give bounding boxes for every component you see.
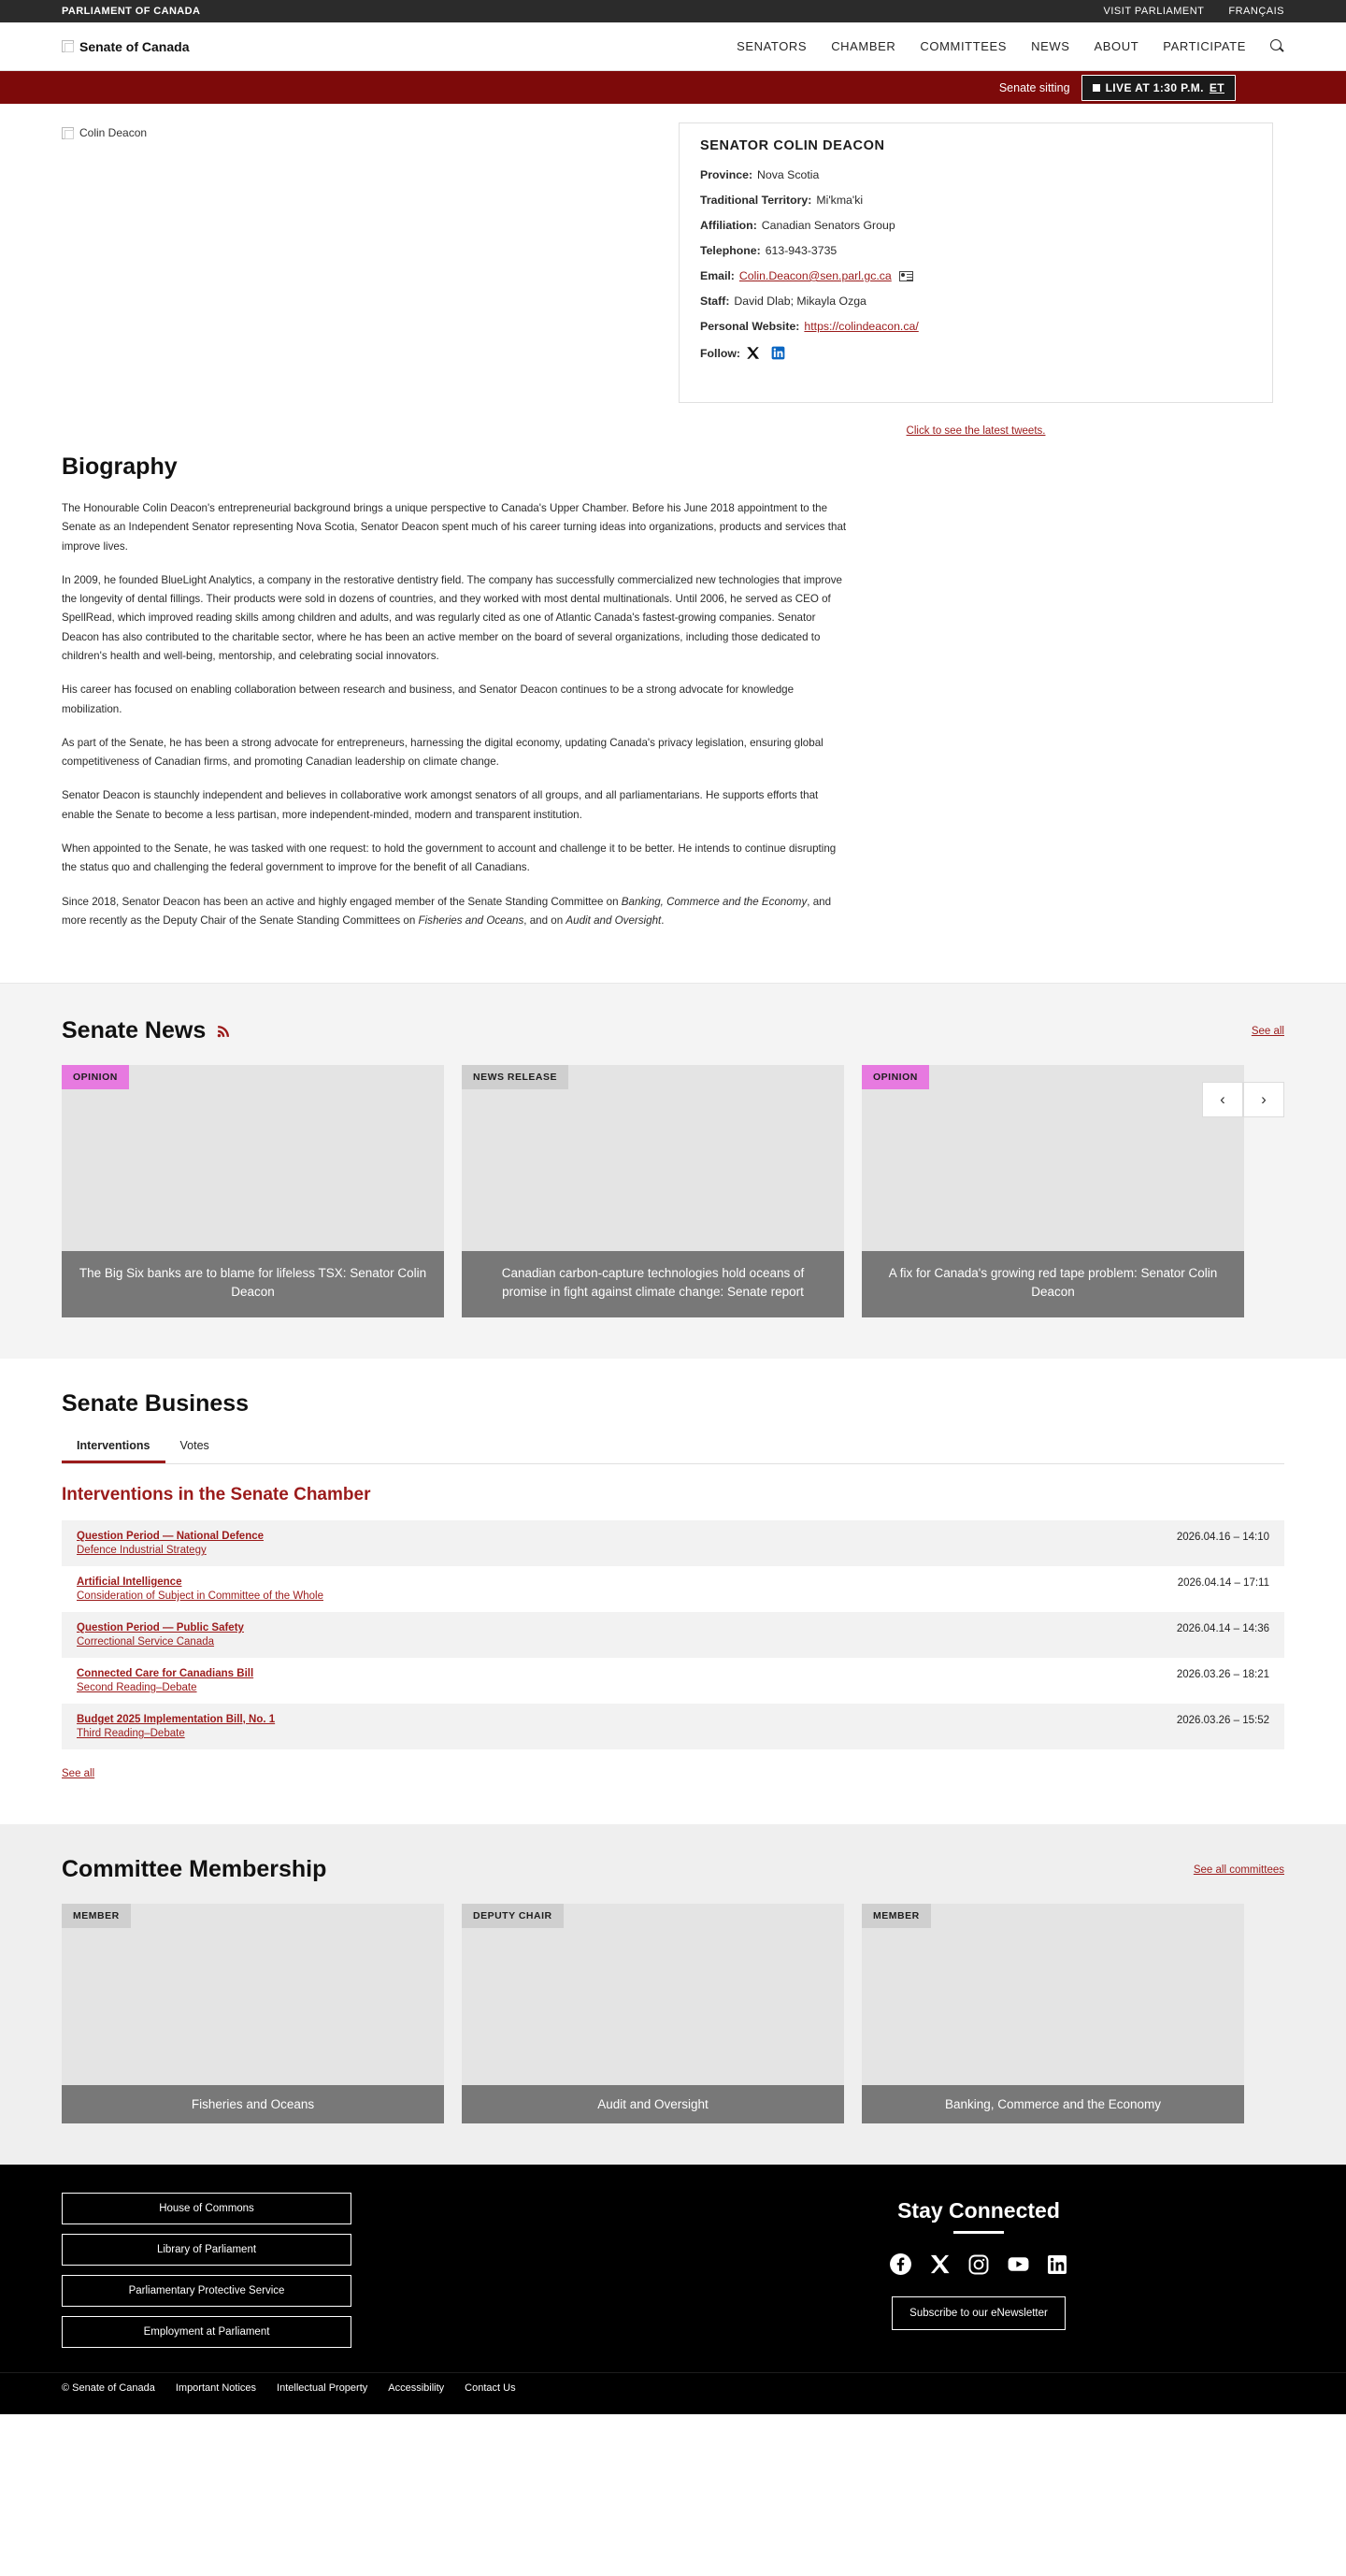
footer-link-employment[interactable]: Employment at Parliament — [62, 2316, 351, 2348]
table-row[interactable] — [62, 1658, 1284, 1704]
value-territory: Mi'kma'ki — [816, 194, 864, 207]
table-row[interactable] — [62, 1520, 1284, 1566]
info-row-affiliation — [700, 219, 1252, 232]
biography-paragraph: As part of the Senate, he has been a strong advocate for entrepreneurs, harnessing the digital economy, updating Canada's privacy legislation, ensuring global competitiveness of Canadian firms, and promoting Canadian leadership on climate change. — [62, 736, 823, 769]
intervention-subtitle[interactable]: Second Reading–Debate — [77, 1682, 197, 1694]
senator-profile — [0, 104, 1346, 403]
rss-icon[interactable] — [215, 1022, 233, 1040]
label-province: Province: — [700, 168, 753, 181]
linkedin-icon[interactable] — [770, 345, 786, 361]
nav-item-senators[interactable]: SENATORS — [737, 39, 808, 53]
intervention-title[interactable]: Question Period — National Defence — [77, 1531, 265, 1543]
value-staff: David Dlab; Mikayla Ozga — [734, 295, 866, 308]
news-card[interactable] — [462, 1065, 844, 1317]
visit-parliament-link[interactable]: VISIT PARLIAMENT — [1103, 6, 1205, 17]
intervention-date: 2026.04.14 – 17:11 — [1177, 1577, 1269, 1590]
sitting-banner — [0, 71, 1346, 104]
biography-paragraph: His career has focused on enabling collaboration between research and business, and Senator Deacon continues to be a strong advocate for knowledge mobilization. — [62, 684, 795, 715]
language-toggle-link[interactable]: FRANÇAIS — [1228, 6, 1284, 17]
subscribe-newsletter-button[interactable]: Subscribe to our eNewsletter — [892, 2296, 1066, 2330]
biography-paragraph: Senator Deacon is staunchly independent and believes in collaborative work amongst senators of all groups, and all parliamentarians. He supports efforts that enable the Senate to become a less partisan, more independent-minded, modern and transparent institution. — [62, 789, 819, 821]
latest-tweets-link[interactable]: Click to see the latest tweets. — [906, 425, 1046, 437]
text-fragment: , and more recently as the Deputy Chair of the Senate Standing Committees on — [62, 895, 832, 927]
intervention-title[interactable]: Connected Care for Canadians Bill — [77, 1668, 254, 1680]
committee-heading: Committee Membership — [62, 1856, 327, 1883]
intervention-subtitle[interactable]: Correctional Service Canada — [77, 1636, 215, 1648]
committee-see-all-link[interactable]: See all committees — [1193, 1864, 1284, 1876]
committee-card-thumbnail — [62, 1904, 444, 2085]
info-row-follow — [700, 345, 1252, 361]
text-fragment: . — [661, 914, 665, 927]
senate-business-section — [0, 1359, 1346, 1824]
senator-photo-alt: Colin Deacon — [79, 126, 148, 139]
committee-cards — [62, 1904, 1284, 2123]
live-indicator-icon — [1093, 84, 1100, 92]
senate-news-heading: Senate News — [62, 1017, 207, 1044]
stay-connected-column — [673, 2193, 1284, 2357]
instagram-icon[interactable] — [967, 2252, 991, 2276]
latest-tweets-row — [679, 403, 1273, 437]
value-telephone: 613-943-3735 — [765, 244, 838, 257]
table-row[interactable] — [62, 1704, 1284, 1749]
biography-heading: Biography — [62, 453, 178, 480]
vcard-icon[interactable] — [899, 271, 913, 281]
nav-item-about[interactable]: ABOUT — [1094, 39, 1139, 53]
divider — [953, 2231, 1004, 2234]
news-card-tag: OPINION — [62, 1065, 129, 1089]
broken-image-icon — [62, 40, 74, 52]
senate-business-heading: Senate Business — [62, 1390, 250, 1418]
nav-item-participate[interactable]: PARTICIPATE — [1163, 39, 1246, 53]
news-card-tag: NEWS RELEASE — [462, 1065, 568, 1089]
committee-card[interactable] — [462, 1904, 844, 2123]
business-see-all-link[interactable]: See all — [62, 1768, 95, 1780]
footer-link-protective-service[interactable]: Parliamentary Protective Service — [62, 2275, 351, 2307]
site-header — [0, 22, 1346, 71]
label-territory: Traditional Territory: — [700, 194, 812, 207]
facebook-icon[interactable] — [889, 2252, 912, 2276]
footer-link-accessibility[interactable]: Accessibility — [388, 2382, 445, 2395]
biography-paragraph: When appointed to the Senate, he was tasked with one request: to hold the government to account and challenge it to be better. He intends to continue disrupting the status quo and challenging the federal government to improve for the benefit of all Canadians. — [62, 842, 837, 874]
committee-name-fisheries: Fisheries and Oceans — [418, 914, 524, 927]
nav-item-chamber[interactable]: CHAMBER — [831, 39, 896, 53]
youtube-icon[interactable] — [1007, 2252, 1030, 2276]
footer-link-intellectual-property[interactable]: Intellectual Property — [277, 2382, 368, 2395]
news-card-tag: OPINION — [862, 1065, 929, 1089]
senate-news-section — [0, 983, 1346, 1359]
sitting-label: Senate sitting — [998, 80, 1070, 94]
stay-connected-heading: Stay Connected — [897, 2198, 1060, 2223]
interventions-list — [62, 1520, 1284, 1749]
committee-card-name: Banking, Commerce and the Economy — [862, 2085, 1244, 2123]
info-row-email — [700, 269, 1252, 282]
business-tabs — [62, 1432, 1284, 1464]
email-link[interactable]: Colin.Deacon@sen.parl.gc.ca — [738, 269, 892, 282]
committee-membership-section — [0, 1824, 1346, 2165]
parliament-label: PARLIAMENT OF CANADA — [62, 6, 201, 17]
label-website: Personal Website: — [700, 320, 800, 333]
tab-votes[interactable]: Votes — [179, 1439, 209, 1453]
biography-section — [0, 437, 1346, 983]
committee-card-thumbnail — [462, 1904, 844, 2085]
committee-card[interactable] — [62, 1904, 444, 2123]
news-card-title: The Big Six banks are to blame for lifeless TSX: Senator Colin Deacon — [62, 1251, 444, 1317]
tab-interventions[interactable]: Interventions — [62, 1432, 165, 1463]
news-card-thumbnail — [62, 1065, 444, 1251]
live-timezone-label: ET — [1209, 80, 1224, 94]
intervention-date: 2026.03.26 – 15:52 — [1176, 1715, 1269, 1727]
news-card-thumbnail — [462, 1065, 844, 1251]
table-row[interactable] — [62, 1612, 1284, 1658]
intervention-date: 2026.03.26 – 18:21 — [1176, 1669, 1269, 1681]
news-card-title: Canadian carbon-capture technologies hold oceans of promise in fight against climate change: Senate report — [462, 1251, 844, 1317]
senator-photo — [62, 126, 147, 139]
committee-role-tag: MEMBER — [862, 1904, 931, 1928]
x-icon[interactable] — [745, 345, 761, 361]
live-stream-button[interactable] — [1081, 75, 1236, 101]
intervention-date: 2026.04.14 – 14:36 — [1176, 1623, 1269, 1635]
site-logo-label: Senate of Canada — [79, 38, 190, 54]
nav-item-committees[interactable]: COMMITTEES — [920, 39, 1008, 53]
personal-website-link[interactable]: https://colindeacon.ca/ — [804, 320, 919, 333]
info-row-website — [700, 320, 1252, 333]
biography-paragraph-committees — [62, 893, 852, 931]
committee-name-banking: Banking, Commerce and the Economy — [621, 895, 808, 908]
committee-name-audit: Audit and Oversight — [566, 914, 662, 927]
info-row-territory — [700, 194, 1252, 207]
intervention-subtitle[interactable]: Consideration of Subject in Committee of the Whole — [77, 1590, 323, 1603]
biography-paragraph: The Honourable Colin Deacon's entrepreneurial background brings a unique perspective to Canada's Upper Chamber. Before his June 2018 appointment to the Senate as an Independent Senator representing Nova Scotia, Senator Deacon spent much of his career turning ideas into organizations, products and services that improve lives. — [62, 502, 847, 553]
site-footer — [0, 2165, 1346, 2372]
news-card-title: A fix for Canada's growing red tape problem: Senator Colin Deacon — [862, 1251, 1244, 1317]
news-card[interactable] — [62, 1065, 444, 1317]
footer-links-column — [62, 2193, 673, 2357]
table-row[interactable] — [62, 1566, 1284, 1612]
footer-link-contact-us[interactable]: Contact Us — [465, 2382, 516, 2395]
footer-socials — [889, 2252, 1069, 2276]
footer-link-library-of-parliament[interactable]: Library of Parliament — [62, 2234, 351, 2266]
label-email: Email: — [700, 269, 735, 282]
intervention-date: 2026.04.16 – 14:10 — [1176, 1532, 1269, 1544]
info-row-province — [700, 168, 1252, 181]
nav-item-news[interactable]: NEWS — [1031, 39, 1070, 53]
news-card[interactable] — [862, 1065, 1244, 1317]
info-row-staff — [700, 295, 1252, 308]
news-carousel — [62, 1065, 1284, 1317]
senator-photo-column — [62, 122, 679, 403]
intervention-title[interactable]: Question Period — Public Safety — [77, 1622, 244, 1634]
label-follow: Follow: — [700, 346, 741, 360]
committee-role-tag: DEPUTY CHAIR — [462, 1904, 564, 1928]
biography-paragraph: In 2009, he founded BlueLight Analytics, a company in the restorative dentistry field. The company has successfully commercialized new technologies that improve the longevity of dental fillings. Their products were sold in dozens of countries, and they worked with most dental multinationals. Until 2006, he served as CEO of SpellRead, which improved reading skills among children and adults, and was regularly cited as one of Atlantic Canada's fastest-growing companies. Senator Deacon has also contributed to the charitable sector, where he has been an active member on the board of several organizations, including those dedicated to children's health and well-being, mentorship, and celebrating social innovators. — [62, 573, 842, 662]
label-staff: Staff: — [700, 295, 730, 308]
committee-card-thumbnail — [862, 1904, 1244, 2085]
main-navigation — [737, 39, 1284, 53]
value-province: Nova Scotia — [757, 168, 820, 181]
carousel-next-button[interactable]: › — [1243, 1082, 1284, 1117]
label-telephone: Telephone: — [700, 244, 761, 257]
committee-card-name: Audit and Oversight — [462, 2085, 844, 2123]
committee-card[interactable] — [862, 1904, 1244, 2123]
label-affiliation: Affiliation: — [700, 219, 757, 232]
intervention-title[interactable]: Budget 2025 Implementation Bill, No. 1 — [77, 1714, 276, 1726]
x-icon[interactable] — [928, 2252, 952, 2276]
linkedin-icon[interactable] — [1046, 2252, 1069, 2276]
senator-info-card — [679, 122, 1273, 403]
copyright-label: © Senate of Canada — [62, 2382, 155, 2395]
intervention-subtitle[interactable]: Third Reading–Debate — [77, 1728, 185, 1740]
news-card-thumbnail — [862, 1065, 1244, 1251]
text-fragment: Since 2018, Senator Deacon has been an active and highly engaged member of the Senate Standing Committee on — [62, 895, 622, 908]
news-see-all-link[interactable]: See all — [1251, 1025, 1284, 1037]
intervention-subtitle[interactable]: Defence Industrial Strategy — [77, 1545, 207, 1557]
value-affiliation: Canadian Senators Group — [761, 219, 895, 232]
live-label: LIVE AT 1:30 P.M. — [1105, 80, 1204, 94]
committee-card-name: Fisheries and Oceans — [62, 2085, 444, 2123]
text-fragment: , and on — [523, 914, 566, 927]
carousel-prev-button[interactable]: ‹ — [1202, 1082, 1243, 1117]
footer-bottom-bar — [0, 2372, 1346, 2414]
broken-image-icon — [62, 127, 74, 139]
intervention-title[interactable]: Artificial Intelligence — [77, 1576, 182, 1589]
search-icon[interactable] — [1270, 39, 1284, 53]
utility-bar — [0, 0, 1346, 22]
footer-link-important-notices[interactable]: Important Notices — [175, 2382, 257, 2395]
site-logo[interactable] — [62, 39, 189, 54]
committee-role-tag: MEMBER — [62, 1904, 131, 1928]
info-row-telephone — [700, 244, 1252, 257]
senator-name: SENATOR COLIN DEACON — [700, 138, 885, 153]
interventions-subheading: Interventions in the Senate Chamber — [62, 1485, 371, 1505]
footer-link-house-of-commons[interactable]: House of Commons — [62, 2193, 351, 2224]
